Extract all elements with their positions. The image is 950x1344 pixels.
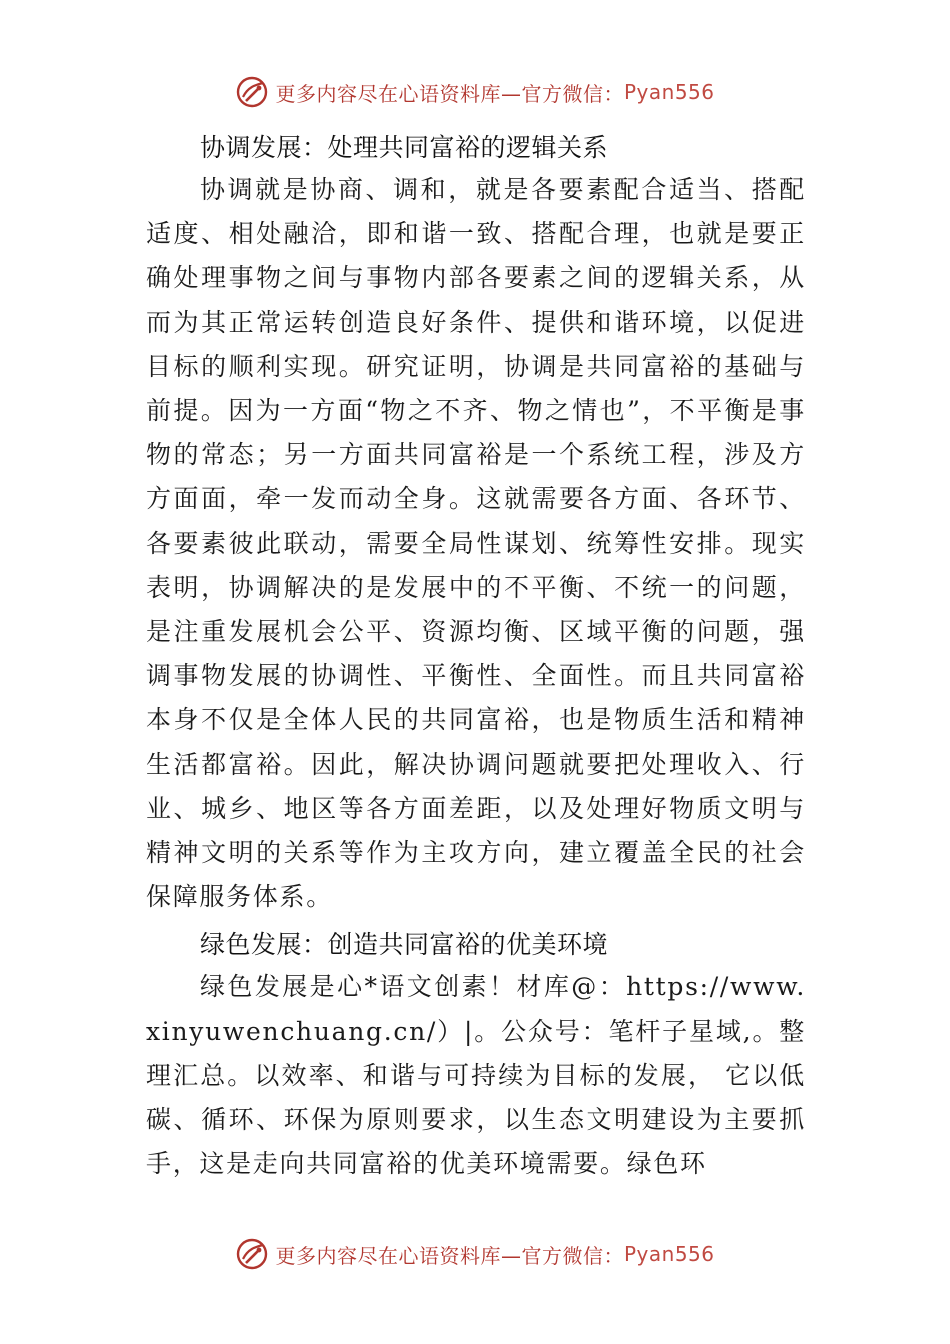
brand-logo-icon [235,75,269,109]
header-banner [0,72,950,112]
section-heading-coordinated: 协调发展：处理共同富裕的逻辑关系 [200,133,609,162]
banner-text: 更多内容尽在心语资料库—官方微信： [275,81,624,106]
section-paragraph-green: 绿色发展是心*语文创素！材库@：https://www.xinyuwenchuang.cn/）|。公众号：笔杆子星域,。整理汇总。以效率、和谐与可持续为目标的发展， 它以低碳、循环、环保为原则要求，以生态文明建设为主要抓手，这是走向共同富裕的优美环境需要。绿色环 [146,972,806,1179]
section-paragraph-coordinated: 协调就是协商、调和，就是各要素配合适当、搭配适度、相处融洽，即和谐一致、搭配合理，也就是要正确处理事物之间与事物内部各要素之间的逻辑关系，从而为其正常运转创造良好条件、提供和谐环境，以促进目标的顺利实现。研究证明，协调是共同富裕的基础与前提。因为一方面“物之不齐、物之情也”，不平衡是事物的常态；另一方面共同富裕是一个系统工程，涉及方方面面，牵一发而动全身。这就需要各方面、各环节、各要素彼此联动，需要全局性谋划、统筹性安排。现实表明，协调解决的是发展中的不平衡、不统一的问题，是注重发展机会公平、资源均衡、区域平衡的问题，强调事物发展的协调性、平衡性、全面性。而且共同富裕本身不仅是全体人民的共同富裕，也是物质生活和精神生活都富裕。因此，解决协调问题就要把处理收入、行业、城乡、地区等各方面差距，以及处理好物质文明与精神文明的关系等作为主攻方向，建立覆盖全民的社会保障服务体系。 [146,175,806,912]
brand-logo-icon [235,1237,269,1271]
banner-wechat-id: Pyan556 [623,80,715,104]
banner-text: 更多内容尽在心语资料库—官方微信： [275,1243,624,1268]
footer-banner [0,1234,950,1274]
banner-wechat-id: Pyan556 [623,1242,715,1266]
section-heading-green: 绿色发展：创造共同富裕的优美环境 [200,930,609,960]
document-body [146,128,806,1186]
